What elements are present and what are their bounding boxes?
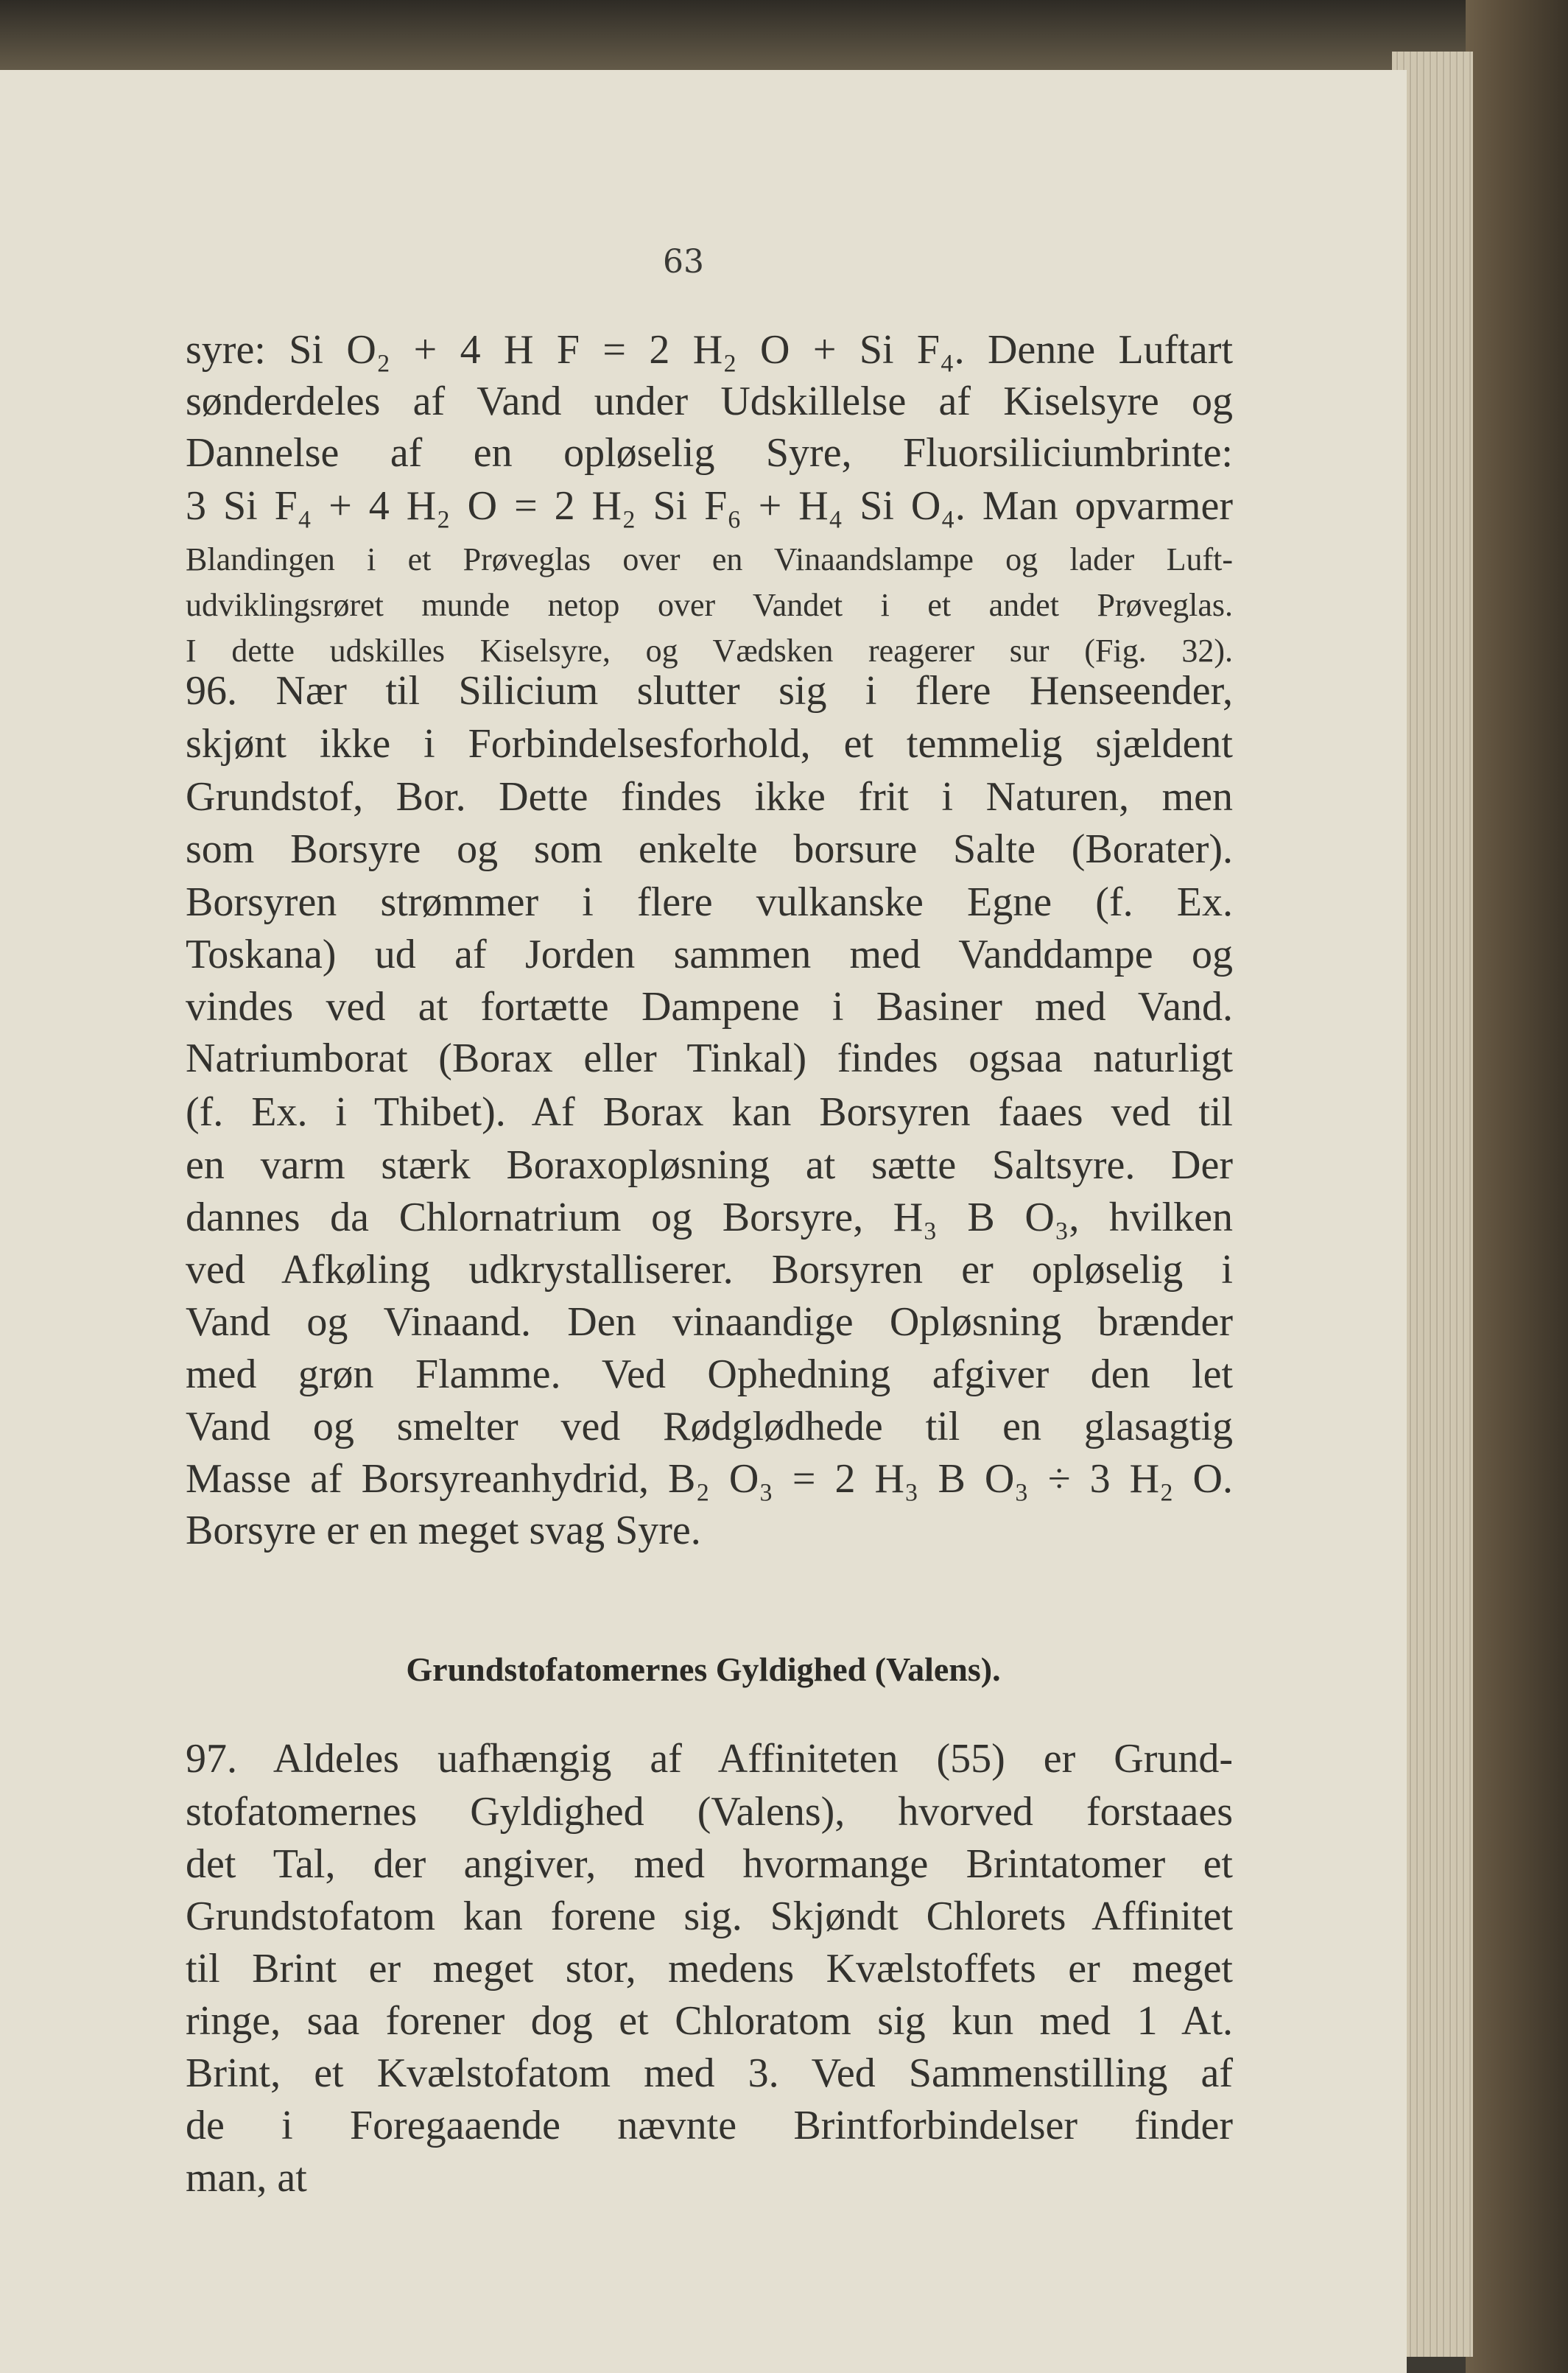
text-line: (f. Ex. i Thibet). Af Borax kan Borsyren faaes ved til: [186, 1089, 1233, 1135]
text-line: Grundstof, Bor. Dette findes ikke frit i Naturen, men: [186, 774, 1233, 820]
text-line: Blandingen i et Prøveglas over en Vinaandslampe og lader Luft-: [186, 541, 1233, 577]
text-line: Natriumborat (Borax eller Tinkal) findes ogsaa naturligt: [186, 1036, 1233, 1081]
text-line: til Brint er meget stor, medens Kvælstoffets er meget: [186, 1946, 1233, 1991]
text-line: stofatomernes Gyldighed (Valens), hvorved forstaaes: [186, 1789, 1233, 1835]
text-line: skjønt ikke i Forbindelsesforhold, et temmelig sjældent: [186, 721, 1233, 767]
text-line: Vand og Vinaand. Den vinaandige Opløsning brænder: [186, 1299, 1233, 1345]
text-line: som Borsyre og som enkelte borsure Salte (Borater).: [186, 826, 1233, 872]
text-line: 97. Aldeles uafhængig af Affiniteten (55) er Grund-: [186, 1736, 1233, 1782]
text-line: 96. Nær til Silicium slutter sig i flere Henseender,: [186, 668, 1233, 714]
text-line: Borsyren strømmer i flere vulkanske Egne (f. Ex.: [186, 879, 1233, 925]
text-line: udviklingsrøret munde netop over Vandet i et andet Prøveglas.: [186, 587, 1233, 623]
text-line: Toskana) ud af Jorden sammen med Vanddampe og: [186, 932, 1233, 977]
book-cover-spine: [1466, 0, 1568, 2373]
text-line: Grundstofatom kan forene sig. Skjøndt Chlorets Affinitet: [186, 1894, 1233, 1939]
text-line: Brint, et Kvælstofatom med 3. Ved Sammenstilling af: [186, 2050, 1233, 2096]
text-line: ved Afkøling udkrystalliserer. Borsyren er opløselig i: [186, 1247, 1233, 1293]
text-line: I dette udskilles Kiselsyre, og Vædsken reagerer sur (Fig. 32).: [186, 633, 1233, 669]
text-line: Borsyre er en meget svag Syre.: [186, 1508, 701, 1553]
text-line: dannes da Chlornatrium og Borsyre, H₃ B O₃, hvilken: [186, 1195, 1233, 1240]
page-number: 63: [663, 243, 704, 281]
text-line: en varm stærk Boraxopløsning at sætte Saltsyre. Der: [186, 1142, 1233, 1188]
text-line: Vand og smelter ved Rødglødhede til en glasagtig: [186, 1404, 1233, 1449]
text-line: det Tal, der angiver, med hvormange Brintatomer et: [186, 1841, 1233, 1887]
book-cover-top: [0, 0, 1568, 81]
text-line: Dannelse af en opløselig Syre, Fluorsiliciumbrinte:: [186, 430, 1233, 476]
text-line: Masse af Borsyreanhydrid, B₂ O₃ = 2 H₃ B O₃ ÷ 3 H₂ O.: [186, 1456, 1233, 1502]
text-line: sønderdeles af Vand under Udskillelse af Kiselsyre og: [186, 379, 1233, 424]
section-heading: Grundstofatomernes Gyldighed (Valens).: [406, 1650, 1001, 1688]
text-line: vindes ved at fortætte Dampene i Basiner med Vand.: [186, 984, 1233, 1030]
text-line: syre: Si O₂ + 4 H F = 2 H₂ O + Si F₄. Denne Luftart: [186, 327, 1233, 373]
text-line: med grøn Flamme. Ved Ophedning afgiver den let: [186, 1351, 1233, 1397]
text-line: de i Foregaaende nævnte Brintforbindelser finder: [186, 2103, 1233, 2148]
text-line: ringe, saa forener dog et Chloratom sig kun med 1 At.: [186, 1998, 1233, 2044]
text-line: man, at: [186, 2155, 307, 2201]
book-page: [0, 70, 1407, 2373]
text-line: 3 Si F₄ + 4 H₂ O = 2 H₂ Si F₆ + H₄ Si O₄. Man opvarmer: [186, 483, 1233, 529]
